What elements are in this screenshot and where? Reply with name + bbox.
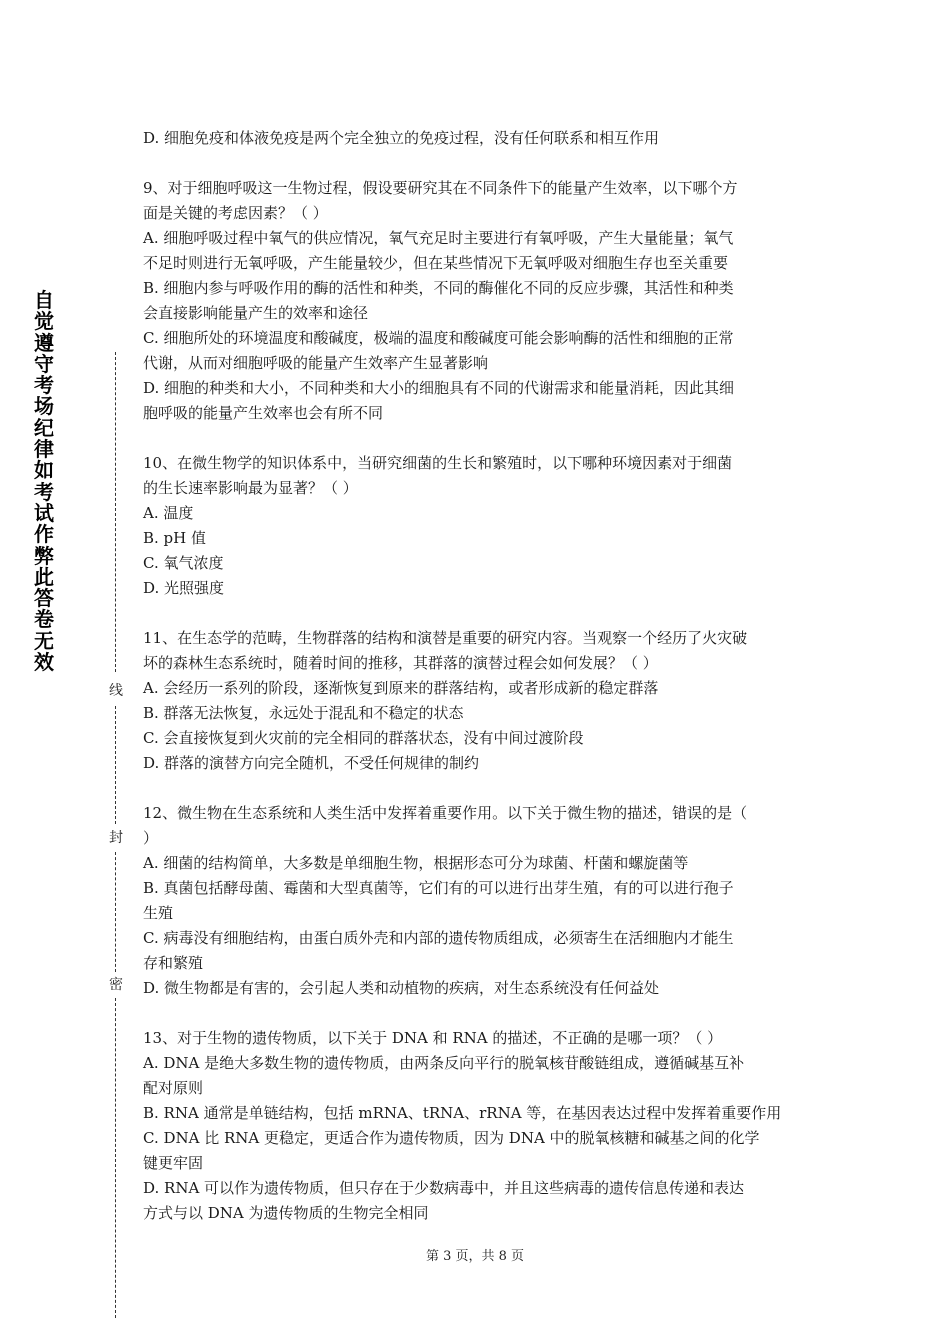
question-block — [143, 1026, 808, 1226]
answer-option-line: 代谢，从而对细胞呼吸的能量产生效率产生显著影响 — [143, 354, 489, 372]
answer-option-line: 生殖 — [143, 904, 174, 922]
answer-option-line: D. 微生物都是有害的，会引起人类和动植物的疾病，对生态系统没有任何益处 — [143, 979, 660, 997]
warning-char: 考 — [34, 479, 54, 504]
warning-char: 效 — [34, 650, 54, 675]
answer-option-line: B. 真菌包括酵母菌、霉菌和大型真菌等，它们有的可以进行出芽生殖，有的可以进行孢子 — [143, 879, 734, 897]
question-stem-line: 12、微生物在生态系统和人类生活中发挥着重要作用。以下关于微生物的描述，错误的是（ — [143, 804, 748, 822]
answer-option-line: D. 光照强度 — [143, 579, 225, 597]
warning-char: 无 — [34, 628, 54, 653]
warning-char: 律 — [34, 437, 54, 462]
binding-dashed-line-segment — [115, 352, 116, 672]
warning-char: 此 — [34, 564, 54, 589]
answer-option-line: B. pH 值 — [143, 529, 207, 547]
question-stem-line: 9、对于细胞呼吸这一生物过程，假设要研究其在不同条件下的能量产生效率，以下哪个方 — [143, 179, 738, 197]
answer-option-line: C. 会直接恢复到火灾前的完全相同的群落状态，没有中间过渡阶段 — [143, 729, 584, 747]
warning-char: 弊 — [34, 543, 54, 568]
answer-option-line: A. 细胞呼吸过程中氧气的供应情况，氧气充足时主要进行有氧呼吸，产生大量能量；氧气 — [143, 229, 734, 247]
answer-option-line: C. DNA 比 RNA 更稳定，更适合作为遗传物质，因为 DNA 中的脱氧核糖和碱基之间的化学 — [143, 1129, 760, 1147]
question-block — [143, 176, 808, 426]
warning-char: 卷 — [34, 607, 54, 632]
seal-label-mi: 密 — [109, 977, 123, 993]
warning-char: 觉 — [34, 309, 54, 334]
question-stem-line: 10、在微生物学的知识体系中，当研究细菌的生长和繁殖时，以下哪种环境因素对于细菌 — [143, 454, 733, 472]
warning-char: 自 — [34, 288, 54, 312]
prev-question-option-d: D. 细胞免疫和体液免疫是两个完全独立的免疫过程，没有任何联系和相互作用 — [143, 129, 660, 147]
seal-label-feng: 封 — [109, 830, 123, 846]
binding-dashed-line-segment — [115, 852, 116, 972]
answer-option-line: D. 群落的演替方向完全随机，不受任何规律的制约 — [143, 754, 480, 772]
question-stem-line: 坏的森林生态系统时，随着时间的推移，其群落的演替过程会如何发展？（ ） — [143, 654, 658, 672]
binding-dashed-line-segment — [115, 998, 116, 1318]
answer-option-line: 不足时则进行无氧呼吸，产生能量较少，但在某些情况下无氧呼吸对细胞生存也至关重要 — [143, 254, 729, 272]
answer-option-line: B. 细胞内参与呼吸作用的酶的活性和种类，不同的酶催化不同的反应步骤，其活性和种类 — [143, 279, 734, 297]
answer-option-line: 会直接影响能量产生的效率和途径 — [143, 304, 369, 322]
answer-option-line: A. 温度 — [143, 504, 194, 522]
warning-char: 作 — [34, 522, 54, 547]
warning-char: 纪 — [34, 415, 54, 440]
question-content — [143, 126, 808, 1226]
question-stem-line: 面是关键的考虑因素？（ ） — [143, 204, 328, 222]
answer-option-line: C. 细胞所处的环境温度和酸碱度，极端的温度和酸碱度可能会影响酶的活性和细胞的正常 — [143, 329, 734, 347]
exam-discipline-warning — [30, 290, 58, 673]
binding-dashed-line-segment — [115, 706, 116, 824]
answer-option-line: A. 会经历一系列的阶段，逐渐恢复到原来的群落结构，或者形成新的稳定群落 — [143, 679, 659, 697]
seal-label-xian: 线 — [109, 683, 123, 699]
question-stem-line: ） — [143, 829, 159, 847]
answer-option-line: D. 细胞的种类和大小，不同种类和大小的细胞具有不同的代谢需求和能量消耗，因此其细 — [143, 379, 735, 397]
answer-option-line: A. 细菌的结构简单，大多数是单细胞生物，根据形态可分为球菌、杆菌和螺旋菌等 — [143, 854, 689, 872]
warning-char: 守 — [34, 351, 54, 376]
warning-char: 如 — [34, 458, 54, 483]
answer-option-line: 方式与以 DNA 为遗传物质的生物完全相同 — [143, 1204, 429, 1222]
answer-option-line: D. RNA 可以作为遗传物质，但只存在于少数病毒中，并且这些病毒的遗传信息传递和表达 — [143, 1179, 745, 1197]
page-footer: 第 3 页，共 8 页 — [425, 1249, 525, 1264]
answer-option-line: C. 病毒没有细胞结构，由蛋白质外壳和内部的遗传物质组成，必须寄生在活细胞内才能生 — [143, 929, 734, 947]
warning-char: 试 — [34, 500, 54, 525]
answer-option-line: B. RNA 通常是单链结构，包括 mRNA、tRNA、rRNA 等，在基因表达过程中发挥着重要作用 — [143, 1104, 782, 1122]
question-stem-line: 13、对于生物的遗传物质，以下关于 DNA 和 RNA 的描述，不正确的是哪一项？（ ） — [143, 1029, 723, 1047]
answer-option-line: C. 氧气浓度 — [143, 554, 224, 572]
warning-char: 遵 — [34, 330, 54, 355]
warning-char: 答 — [34, 586, 54, 611]
question-block — [143, 801, 808, 1001]
question-block — [143, 626, 808, 776]
question-block — [143, 451, 808, 601]
question-list — [143, 176, 808, 1226]
warning-char: 场 — [34, 394, 54, 419]
answer-option-line: A. DNA 是绝大多数生物的遗传物质，由两条反向平行的脱氧核苷酸链组成，遵循碱基互补 — [143, 1054, 745, 1072]
answer-option-line: 配对原则 — [143, 1079, 204, 1097]
question-stem-line: 的生长速率影响最为显著？（ ） — [143, 479, 358, 497]
answer-option-line: 存和繁殖 — [143, 954, 204, 972]
warning-char: 考 — [34, 373, 54, 398]
question-stem-line: 11、在生态学的范畴，生物群落的结构和演替是重要的研究内容。当观察一个经历了火灾破 — [143, 629, 748, 647]
answer-option-line: 键更牢固 — [143, 1154, 204, 1172]
answer-option-line: 胞呼吸的能量产生效率也会有所不同 — [143, 404, 384, 422]
answer-option-line: B. 群落无法恢复，永远处于混乱和不稳定的状态 — [143, 704, 464, 722]
